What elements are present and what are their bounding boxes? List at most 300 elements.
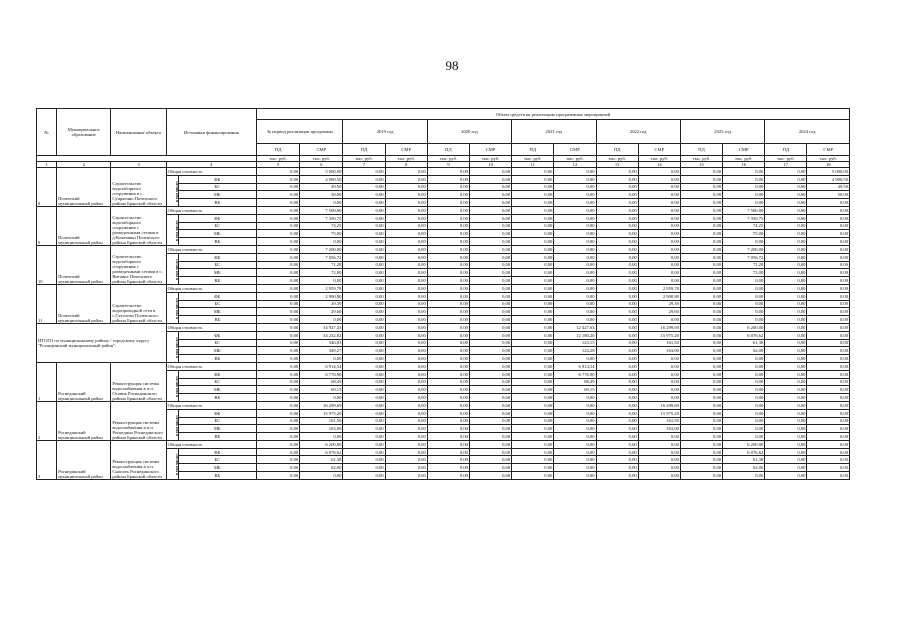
value-cell: 0,00 — [512, 417, 554, 425]
value-cell: 0,00 — [257, 425, 300, 433]
value-cell: 0,00 — [596, 199, 638, 207]
total-cost-label: Общая стоимость — [166, 245, 256, 253]
value-cell: 29,60 — [638, 308, 680, 316]
value-cell: 0,00 — [680, 394, 722, 402]
value-cell: 49,50 — [807, 183, 850, 191]
value-cell: 0,00 — [385, 448, 427, 456]
value-cell: 349,27 — [300, 347, 343, 355]
value-cell: 0,00 — [723, 472, 765, 480]
value-cell: 0,00 — [469, 253, 511, 261]
value-cell: 0,00 — [765, 253, 807, 261]
value-cell: 0,00 — [554, 440, 596, 448]
value-cell: 0,00 — [680, 238, 722, 246]
total-row — [37, 323, 850, 331]
value-cell: 0,00 — [680, 331, 722, 339]
value-cell: 0,00 — [807, 284, 850, 292]
header-column-number: 11 — [512, 162, 554, 168]
object-name: Строительство водозаборного сооружения в с. Супрягино Почепского района Брянской области — [111, 168, 166, 207]
value-cell: 0,00 — [554, 401, 596, 409]
table-body — [37, 168, 850, 480]
header-smr: СМР — [554, 144, 596, 156]
value-cell: 0,00 — [257, 253, 300, 261]
value-cell: 0,00 — [596, 269, 638, 277]
value-cell: 0,00 — [427, 394, 469, 402]
value-cell: 0,00 — [596, 191, 638, 199]
total-cost-label: Общая стоимость — [166, 362, 256, 370]
value-cell: 0,00 — [723, 433, 765, 441]
value-cell: 0,00 — [638, 448, 680, 456]
value-cell: 0,00 — [385, 347, 427, 355]
value-cell: 0,00 — [427, 323, 469, 331]
value-cell: 0,00 — [257, 316, 300, 324]
value-cell: 0,00 — [680, 464, 722, 472]
value-cell: 0,00 — [257, 401, 300, 409]
header-column-number: 2 — [57, 162, 111, 168]
funding-code: ФБ — [178, 175, 256, 183]
value-cell: 0,00 — [469, 238, 511, 246]
funding-code: МБ — [178, 269, 256, 277]
value-cell: 0,00 — [257, 394, 300, 402]
value-cell: 0,00 — [807, 362, 850, 370]
header-unit: тыс. руб. — [385, 156, 427, 162]
value-cell: 0,00 — [469, 378, 511, 386]
value-cell: 62,00 — [723, 347, 765, 355]
value-cell: 0,00 — [343, 378, 385, 386]
value-cell: 0,00 — [469, 316, 511, 324]
object-name: Строительство водозаборного сооружения с разведочными сетями в д.Кожемяки Почепского района Брянской области — [111, 206, 166, 245]
value-cell: 68,49 — [300, 378, 343, 386]
header-year: 2021 год — [512, 120, 596, 144]
value-cell: 0,00 — [723, 292, 765, 300]
value-cell: 0,00 — [765, 448, 807, 456]
value-cell: 0,00 — [427, 370, 469, 378]
value-cell: 0,00 — [765, 370, 807, 378]
value-cell: 0,00 — [765, 284, 807, 292]
header-pd: ПД — [512, 144, 554, 156]
value-cell: 0,00 — [638, 168, 680, 176]
value-cell: 0,00 — [512, 472, 554, 480]
header-smr: СМР — [300, 144, 343, 156]
value-cell: 6 914,54 — [554, 362, 596, 370]
value-cell: 6 200,00 — [723, 440, 765, 448]
value-cell: 0,00 — [257, 269, 300, 277]
value-cell: 0,00 — [343, 168, 385, 176]
value-cell: 0,00 — [680, 199, 722, 207]
value-cell: 0,00 — [596, 394, 638, 402]
value-cell: 0,00 — [723, 284, 765, 292]
value-cell: 0,00 — [680, 316, 722, 324]
value-cell: 0,00 — [807, 347, 850, 355]
value-cell: 0,00 — [554, 175, 596, 183]
value-cell: 0,00 — [680, 386, 722, 394]
value-cell: 0,00 — [638, 199, 680, 207]
value-cell: 0,00 — [596, 277, 638, 285]
value-cell: 0,00 — [427, 222, 469, 230]
funding-code: ВБ — [178, 199, 256, 207]
in-that-number-text: в том числе: — [174, 258, 179, 280]
value-cell: 0,00 — [257, 464, 300, 472]
value-cell: 0,00 — [554, 472, 596, 480]
value-cell: 0,00 — [469, 362, 511, 370]
value-cell: 0,00 — [385, 355, 427, 363]
value-cell: 0,00 — [596, 284, 638, 292]
value-cell: 0,00 — [469, 417, 511, 425]
value-cell: 0,00 — [469, 191, 511, 199]
row-number: 8 — [37, 168, 57, 207]
value-cell: 0,00 — [723, 401, 765, 409]
value-cell: 0,00 — [596, 425, 638, 433]
value-cell: 0,00 — [427, 386, 469, 394]
header-column-number: 14 — [638, 162, 680, 168]
value-cell: 0,00 — [469, 183, 511, 191]
in-that-number-label — [166, 409, 178, 440]
header-column-number: 3 — [111, 162, 166, 168]
total-cost-label: Общая стоимость — [166, 401, 256, 409]
value-cell: 0,00 — [469, 175, 511, 183]
value-cell: 0,00 — [596, 347, 638, 355]
value-cell: 0,00 — [680, 308, 722, 316]
header-column-number: 9 — [427, 162, 469, 168]
header-pd: ПД — [257, 144, 300, 156]
value-cell: 0,00 — [807, 238, 850, 246]
value-cell: 0,00 — [680, 409, 722, 417]
value-cell: 0,00 — [343, 464, 385, 472]
value-cell: 7 056,72 — [723, 253, 765, 261]
value-cell: 0,00 — [596, 230, 638, 238]
value-cell: 0,00 — [638, 440, 680, 448]
funding-code: ВБ — [178, 277, 256, 285]
value-cell: 0,00 — [385, 386, 427, 394]
value-cell: 0,00 — [638, 222, 680, 230]
header-column-number: 12 — [554, 162, 596, 168]
header-object: Наименование объекта — [111, 109, 166, 156]
header-column-number: 15 — [680, 162, 722, 168]
value-cell: 72,00 — [300, 269, 343, 277]
funding-code: БС — [178, 417, 256, 425]
value-cell: 71,28 — [723, 261, 765, 269]
value-cell: 0,00 — [765, 199, 807, 207]
value-cell: 0,00 — [765, 417, 807, 425]
value-cell: 0,00 — [807, 409, 850, 417]
value-cell: 0,00 — [765, 378, 807, 386]
value-cell: 0,00 — [680, 300, 722, 308]
value-cell: 0,00 — [765, 183, 807, 191]
value-cell: 346,03 — [300, 339, 343, 347]
value-cell: 0,00 — [469, 269, 511, 277]
value-cell: 0,00 — [512, 214, 554, 222]
value-cell: 0,00 — [469, 409, 511, 417]
value-cell: 0,00 — [385, 464, 427, 472]
value-cell: 163,00 — [638, 425, 680, 433]
value-cell: 0,00 — [427, 355, 469, 363]
header-column-number: 10 — [469, 162, 511, 168]
value-cell: 0,00 — [765, 316, 807, 324]
value-cell: 0,00 — [427, 440, 469, 448]
value-cell: 0,00 — [469, 386, 511, 394]
value-cell: 0,00 — [343, 425, 385, 433]
value-cell: 0,00 — [385, 456, 427, 464]
value-cell: 0,00 — [723, 316, 765, 324]
value-cell: 0,00 — [638, 386, 680, 394]
value-cell: 0,00 — [723, 199, 765, 207]
value-cell: 0,00 — [765, 464, 807, 472]
in-that-number-label — [166, 214, 178, 245]
value-cell: 0,00 — [343, 214, 385, 222]
value-cell: 0,00 — [257, 409, 300, 417]
value-cell: 0,00 — [807, 339, 850, 347]
header-smr: СМР — [385, 144, 427, 156]
funding-code: БС — [178, 456, 256, 464]
header-unit: тыс. руб. — [638, 156, 680, 162]
value-cell: 0,00 — [343, 277, 385, 285]
value-cell: 0,00 — [554, 183, 596, 191]
in-that-number-text: в том числе: — [174, 297, 179, 319]
value-cell: 0,00 — [257, 456, 300, 464]
value-cell: 0,00 — [512, 277, 554, 285]
value-cell: 0,00 — [427, 168, 469, 176]
value-cell: 0,00 — [512, 292, 554, 300]
funding-code: БС — [178, 183, 256, 191]
value-cell: 0,00 — [427, 456, 469, 464]
table-header — [37, 109, 850, 168]
value-cell: 0,00 — [343, 238, 385, 246]
value-cell: 0,00 — [385, 168, 427, 176]
in-that-number-text: в том числе: — [174, 336, 179, 358]
value-cell: 0,00 — [343, 199, 385, 207]
value-cell: 0,00 — [638, 370, 680, 378]
value-cell: 0,00 — [427, 417, 469, 425]
in-that-number-text: в том числе: — [174, 219, 179, 242]
value-cell: 68,49 — [554, 378, 596, 386]
header-unit: тыс. руб. — [554, 156, 596, 162]
in-that-number-label — [166, 292, 178, 323]
row-number: 11 — [37, 284, 57, 323]
header-pd: ПД — [765, 144, 807, 156]
in-that-number-label — [166, 331, 178, 362]
in-that-number-label — [166, 253, 178, 284]
value-cell: 75,00 — [723, 230, 765, 238]
row-number: 10 — [37, 245, 57, 284]
value-cell: 0,00 — [807, 323, 850, 331]
value-cell: 0,00 — [512, 230, 554, 238]
value-cell: 4 900,50 — [807, 175, 850, 183]
value-cell: 0,00 — [257, 168, 300, 176]
value-cell: 0,00 — [723, 238, 765, 246]
value-cell: 0,00 — [596, 323, 638, 331]
value-cell: 0,00 — [596, 370, 638, 378]
value-cell: 5 000,00 — [807, 168, 850, 176]
header-unit: тыс. руб. — [807, 156, 850, 162]
value-cell: 0,00 — [512, 300, 554, 308]
value-cell: 0,00 — [385, 269, 427, 277]
value-cell: 50,00 — [300, 191, 343, 199]
header-column-number: 13 — [596, 162, 638, 168]
value-cell: 0,00 — [638, 175, 680, 183]
value-cell: 12 180,20 — [554, 331, 596, 339]
value-cell: 0,00 — [723, 394, 765, 402]
value-cell: 0,00 — [343, 440, 385, 448]
value-cell: 0,00 — [680, 183, 722, 191]
value-cell: 0,00 — [807, 394, 850, 402]
value-cell: 74,25 — [300, 222, 343, 230]
total-cost-label: Общая стоимость — [166, 284, 256, 292]
value-cell: 34 232,02 — [300, 331, 343, 339]
value-cell: 0,00 — [554, 448, 596, 456]
total-cost-label: Общая стоимость — [166, 440, 256, 448]
value-cell: 0,00 — [469, 245, 511, 253]
funding-code: ФБ — [178, 409, 256, 417]
value-cell: 0,00 — [765, 269, 807, 277]
table-row — [37, 362, 850, 370]
value-cell: 6 200,00 — [300, 440, 343, 448]
value-cell: 0,00 — [512, 222, 554, 230]
header-column-number: 16 — [723, 162, 765, 168]
value-cell: 0,00 — [385, 401, 427, 409]
value-cell: 0,00 — [427, 191, 469, 199]
value-cell: 0,00 — [343, 284, 385, 292]
value-cell: 0,00 — [765, 230, 807, 238]
value-cell: 0,00 — [807, 261, 850, 269]
value-cell: 0,00 — [807, 440, 850, 448]
value-cell: 0,00 — [554, 425, 596, 433]
value-cell: 0,00 — [469, 214, 511, 222]
value-cell: 0,00 — [765, 206, 807, 214]
value-cell: 0,00 — [469, 284, 511, 292]
value-cell: 0,00 — [596, 355, 638, 363]
value-cell: 0,00 — [680, 175, 722, 183]
value-cell: 0,00 — [512, 323, 554, 331]
value-cell: 0,00 — [427, 362, 469, 370]
total-cost-label: Общая стоимость — [166, 168, 256, 176]
value-cell: 0,00 — [469, 168, 511, 176]
value-cell: 0,00 — [638, 191, 680, 199]
value-cell: 0,00 — [427, 238, 469, 246]
value-cell: 0,00 — [807, 199, 850, 207]
value-cell: 0,00 — [385, 191, 427, 199]
table-row — [37, 401, 850, 409]
header-smr: СМР — [723, 144, 765, 156]
value-cell: 0,00 — [680, 433, 722, 441]
value-cell: 0,00 — [343, 191, 385, 199]
value-cell: 0,00 — [554, 284, 596, 292]
total-section-label: ИТОГО по муниципальному району / городскому округу "Рогнединский муниципальный район": — [37, 323, 167, 362]
value-cell: 0,00 — [680, 191, 722, 199]
value-cell: 0,00 — [427, 464, 469, 472]
value-cell: 0,00 — [596, 261, 638, 269]
value-cell: 0,00 — [257, 440, 300, 448]
value-cell: 0,00 — [469, 339, 511, 347]
value-cell: 0,00 — [427, 409, 469, 417]
value-cell: 0,00 — [807, 253, 850, 261]
value-cell: 0,00 — [680, 417, 722, 425]
value-cell: 0,00 — [596, 464, 638, 472]
value-cell: 0,00 — [554, 433, 596, 441]
value-cell: 0,00 — [680, 448, 722, 456]
value-cell: 0,00 — [343, 456, 385, 464]
value-cell: 62,00 — [300, 464, 343, 472]
value-cell: 15 975,20 — [300, 409, 343, 417]
object-name: Строительство водозаборного сооружения с разведочными сетями в с. Витовка Почепского района Брянской области — [111, 245, 166, 284]
value-cell: 0,00 — [723, 417, 765, 425]
value-cell: 0,00 — [723, 425, 765, 433]
value-cell: 2 959,78 — [300, 284, 343, 292]
value-cell: 0,00 — [512, 440, 554, 448]
value-cell: 0,00 — [343, 308, 385, 316]
value-cell: 0,00 — [680, 401, 722, 409]
value-cell: 0,00 — [512, 245, 554, 253]
value-cell: 0,00 — [385, 339, 427, 347]
value-cell: 0,00 — [385, 323, 427, 331]
value-cell: 0,00 — [680, 440, 722, 448]
value-cell: 0,00 — [512, 253, 554, 261]
value-cell: 0,00 — [596, 206, 638, 214]
value-cell: 34 927,33 — [300, 323, 343, 331]
value-cell: 0,00 — [343, 401, 385, 409]
value-cell: 0,00 — [512, 362, 554, 370]
value-cell: 0,00 — [257, 245, 300, 253]
table-row — [37, 206, 850, 214]
value-cell: 0,00 — [427, 206, 469, 214]
value-cell: 0,00 — [257, 183, 300, 191]
value-cell: 0,00 — [385, 331, 427, 339]
value-cell: 0,00 — [343, 230, 385, 238]
value-cell: 0,00 — [638, 214, 680, 222]
value-cell: 0,00 — [512, 464, 554, 472]
value-cell: 0,00 — [343, 206, 385, 214]
header-period: За период реализации программы — [257, 120, 343, 144]
value-cell: 0,00 — [807, 206, 850, 214]
value-cell: 0,00 — [596, 214, 638, 222]
value-cell: 75,00 — [300, 230, 343, 238]
value-cell: 0,00 — [554, 308, 596, 316]
value-cell: 0,00 — [638, 206, 680, 214]
value-cell: 0,00 — [300, 355, 343, 363]
funding-code: МБ — [178, 308, 256, 316]
value-cell: 0,00 — [723, 183, 765, 191]
value-cell: 0,00 — [343, 269, 385, 277]
header-column-number: 18 — [807, 162, 850, 168]
total-cost-label: Общая стоимость — [166, 323, 256, 331]
value-cell: 6 914,54 — [300, 362, 343, 370]
header-smr: СМР — [638, 144, 680, 156]
value-cell: 0,00 — [512, 316, 554, 324]
value-cell: 0,00 — [680, 269, 722, 277]
value-cell: 0,00 — [512, 370, 554, 378]
value-cell: 0,00 — [257, 308, 300, 316]
value-cell: 0,00 — [385, 417, 427, 425]
value-cell: 0,00 — [469, 300, 511, 308]
header-volume: Объем средств на реализацию программных мероприятий — [257, 109, 850, 120]
value-cell: 0,00 — [300, 277, 343, 285]
financing-table — [36, 108, 850, 480]
value-cell: 0,00 — [343, 448, 385, 456]
header-pd: ПД — [343, 144, 385, 156]
value-cell: 0,00 — [765, 292, 807, 300]
value-cell: 0,00 — [257, 284, 300, 292]
header-source: Источники финансирования — [166, 109, 256, 156]
value-cell: 0,00 — [554, 245, 596, 253]
value-cell: 0,00 — [512, 331, 554, 339]
funding-code: ФБ — [178, 370, 256, 378]
value-cell: 0,00 — [765, 191, 807, 199]
header-unit: тыс. руб. — [257, 156, 300, 162]
value-cell: 0,00 — [596, 339, 638, 347]
value-cell: 0,00 — [512, 183, 554, 191]
value-cell: 0,00 — [638, 245, 680, 253]
value-cell: 0,00 — [596, 331, 638, 339]
value-cell: 0,00 — [257, 191, 300, 199]
value-cell: 0,00 — [343, 183, 385, 191]
